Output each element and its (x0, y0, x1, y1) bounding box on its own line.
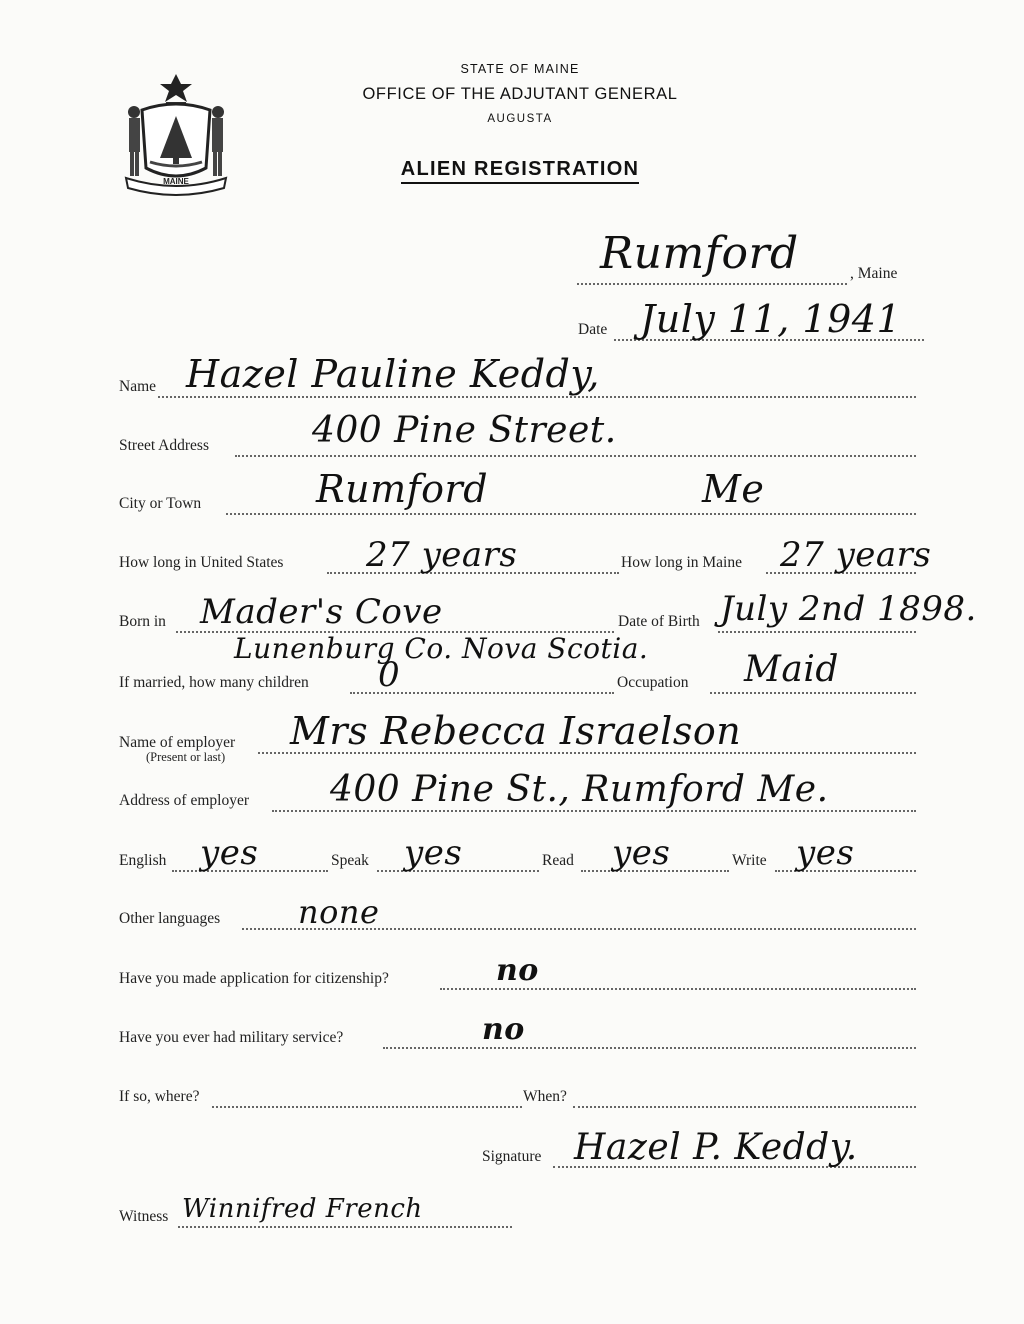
if-so-where-label: If so, where? (119, 1088, 200, 1105)
date-of-birth-label: Date of Birth (618, 613, 700, 630)
children-value: 0 (378, 655, 401, 695)
how-long-maine-label: How long in Maine (621, 554, 742, 571)
date-label: Date (578, 321, 608, 338)
speak-value: yes (404, 833, 463, 873)
city-state-value: Me (702, 467, 765, 511)
name-value: Hazel Pauline Keddy, (186, 352, 600, 396)
english-value: yes (200, 833, 259, 873)
street-address-value: 400 Pine Street. (312, 410, 617, 451)
how-long-us-label: How long in United States (119, 554, 284, 571)
speak-label: Speak (331, 852, 369, 869)
signature-label: Signature (482, 1148, 542, 1165)
name-line (158, 396, 916, 398)
military-value: no (482, 1012, 525, 1047)
when-line (573, 1106, 916, 1108)
other-languages-label: Other languages (119, 910, 221, 927)
seal-motto: MAINE (163, 177, 189, 186)
occupation-line (710, 692, 916, 694)
if-so-where-line (212, 1106, 522, 1108)
write-label: Write (732, 852, 767, 869)
date-value: July 11, 1941 (640, 297, 902, 341)
witness-line (178, 1226, 512, 1228)
form-title (0, 158, 1024, 181)
read-value: yes (612, 833, 671, 873)
name-label: Name (119, 378, 157, 395)
how-long-us-value: 27 years (366, 535, 518, 575)
when-label: When? (523, 1088, 567, 1105)
witness-value: Winnifred French (182, 1194, 423, 1224)
employer-sublabel: (Present or last) (146, 750, 226, 764)
signature-value: Hazel P. Keddy. (574, 1127, 858, 1168)
occupation-value: Maid (744, 649, 839, 690)
other-languages-value: none (298, 893, 380, 931)
born-in-value: Mader's Cove (200, 592, 443, 632)
place-line (577, 283, 847, 285)
header-office: OFFICE OF THE ADJUTANT GENERAL (362, 85, 678, 103)
employer-label: Name of employer (119, 734, 236, 751)
citizenship-line (440, 988, 916, 990)
date-of-birth-value: July 2nd 1898. (720, 589, 977, 629)
citizenship-value: no (496, 953, 539, 988)
military-line (383, 1047, 916, 1049)
place-value: Rumford (600, 228, 799, 279)
street-address-label: Street Address (119, 437, 209, 454)
city-value: Rumford (316, 467, 489, 511)
header-city: AUGUSTA (487, 113, 553, 125)
city-line (226, 513, 916, 515)
children-label: If married, how many children (119, 674, 309, 691)
employer-value: Mrs Rebecca Israelson (290, 709, 742, 753)
write-value: yes (796, 833, 855, 873)
employer-address-line (272, 810, 916, 812)
born-in-value-line2: Lunenburg Co. Nova Scotia. (234, 632, 649, 665)
street-address-line (235, 455, 916, 457)
header-state: STATE OF MAINE (460, 62, 580, 76)
date-of-birth-line (718, 631, 916, 633)
born-in-label: Born in (119, 613, 166, 630)
employer-address-value: 400 Pine St., Rumford Me. (330, 769, 829, 810)
how-long-maine-value: 27 years (780, 535, 932, 575)
form-title-text: ALIEN REGISTRATION (401, 158, 640, 184)
city-label: City or Town (119, 495, 202, 512)
employer-address-label: Address of employer (119, 792, 249, 809)
english-label: English (119, 852, 167, 869)
citizenship-label: Have you made application for citizenship? (119, 970, 389, 987)
witness-label: Witness (119, 1208, 169, 1225)
place-suffix: , Maine (850, 265, 898, 282)
occupation-label: Occupation (617, 674, 689, 691)
military-label: Have you ever had military service? (119, 1029, 344, 1046)
read-label: Read (542, 852, 574, 869)
